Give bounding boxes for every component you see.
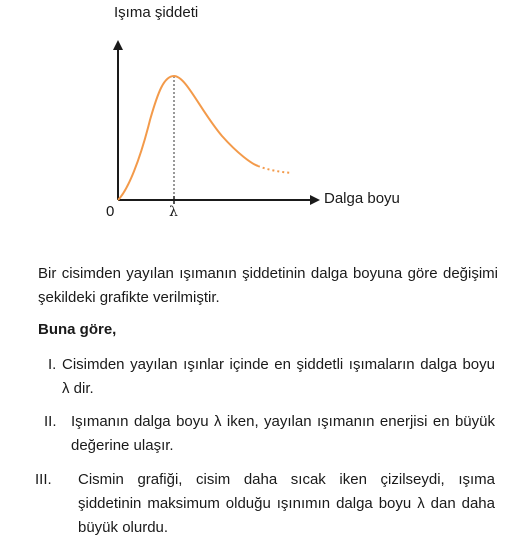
- intensity-curve-tail: [258, 166, 292, 173]
- y-axis-label: Işıma şiddeti: [114, 4, 199, 21]
- x-axis-label: Dalga boyu: [324, 190, 400, 207]
- question-lead: Buna göre,: [38, 321, 117, 338]
- statement-2: [44, 410, 495, 458]
- statement-number: III.: [35, 471, 52, 488]
- intro-text: Bir cisimden yayılan ışımanın şiddetinin dalga boyuna göre değişimi şekildeki grafikte verilmiştir.: [38, 265, 498, 306]
- peak-wavelength-label: λ: [169, 204, 178, 220]
- graph-canvas: [0, 0, 505, 235]
- statement-3: [35, 468, 495, 540]
- statement-text: Cisimden yayılan ışınlar içinde en şiddetli ışımaların dalga boyu λ dir.: [62, 356, 495, 397]
- statement-1: [48, 353, 495, 401]
- statement-number: II.: [44, 413, 57, 430]
- statement-text: Cismin grafiği, cisim daha sıcak iken çizilseydi, ışıma şiddetinin maksimum olduğu ışınımın dalga boyu λ dan daha büyük olurdu.: [78, 471, 495, 536]
- statement-number: I.: [48, 356, 57, 373]
- intensity-curve: [118, 76, 258, 200]
- origin-label: 0: [106, 203, 115, 220]
- statement-text: Işımanın dalga boyu λ iken, yayılan ışımanın enerjisi en büyük değerine ulaşır.: [71, 413, 495, 454]
- spectral-intensity-graph: [0, 0, 505, 235]
